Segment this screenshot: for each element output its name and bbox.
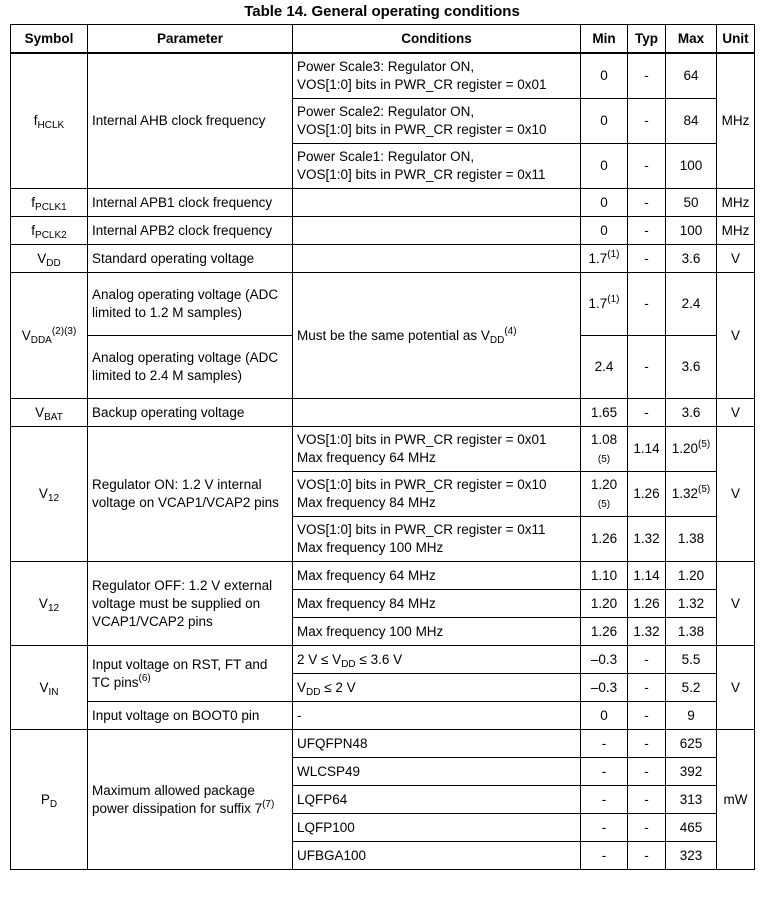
condition-cell: - [293, 702, 581, 730]
max-cell: 323 [666, 842, 717, 870]
unit-cell: V [717, 245, 755, 273]
table-row [11, 562, 755, 590]
parameter-cell: Input voltage on BOOT0 pin [88, 702, 293, 730]
parameter-cell: Internal AHB clock frequency [88, 53, 293, 189]
parameter-cell: Internal APB2 clock frequency [88, 217, 293, 245]
max-cell: 313 [666, 786, 717, 814]
symbol-cell: $f_{PCLK1}$ [11, 189, 88, 217]
max-cell: 3.6 [666, 399, 717, 427]
symbol-cell: $V_{IN}$ [11, 646, 88, 730]
max-cell: 392 [666, 758, 717, 786]
typ-cell: - [628, 144, 666, 189]
typ-cell: 1.14 [628, 427, 666, 472]
max-cell: 465 [666, 814, 717, 842]
min-cell: 0 [581, 189, 628, 217]
min-cell: - [581, 758, 628, 786]
condition-cell [293, 217, 581, 245]
symbol-cell: $P_D$ [11, 730, 88, 870]
typ-cell: - [628, 273, 666, 336]
condition-cell: UFQFPN48 [293, 730, 581, 758]
condition-cell: Must be the same potential as $V_{DD}^{(4)}$ [293, 273, 581, 399]
table-row [11, 217, 755, 245]
typ-cell: - [628, 674, 666, 702]
typ-cell: - [628, 399, 666, 427]
parameter-cell: Analog operating voltage (ADC limited to 2.4 M samples) [88, 336, 293, 399]
condition-cell [293, 245, 581, 273]
condition-cell: WLCSP49 [293, 758, 581, 786]
typ-cell: 1.14 [628, 562, 666, 590]
min-cell: 0 [581, 53, 628, 99]
max-cell: 625 [666, 730, 717, 758]
condition-cell: Max frequency 64 MHz [293, 562, 581, 590]
condition-cell: Power Scale2: Regulator ON, VOS[1:0] bits in PWR_CR register = 0x10 [293, 99, 581, 144]
condition-cell: Max frequency 84 MHz [293, 590, 581, 618]
table-row [11, 702, 755, 730]
parameter-cell: Input voltage on RST, FT and TC pins$^{(6)}$ [88, 646, 293, 702]
typ-cell: - [628, 336, 666, 399]
header-conditions: Conditions [293, 25, 581, 54]
table-row [11, 646, 755, 674]
condition-cell: VOS[1:0] bits in PWR_CR register = 0x10 Max frequency 84 MHz [293, 472, 581, 517]
condition-cell [293, 189, 581, 217]
max-cell: 1.38 [666, 517, 717, 562]
table-row [11, 427, 755, 472]
typ-cell: - [628, 53, 666, 99]
typ-cell: - [628, 189, 666, 217]
table-row [11, 189, 755, 217]
symbol-cell: $V_{DD}$ [11, 245, 88, 273]
condition-cell: LQFP100 [293, 814, 581, 842]
unit-cell: V [717, 562, 755, 646]
min-cell: 1.7$^{(1)}$ [581, 273, 628, 336]
header-typ: Typ [628, 25, 666, 54]
unit-cell: V [717, 399, 755, 427]
max-cell: 5.5 [666, 646, 717, 674]
unit-cell: V [717, 273, 755, 399]
max-cell: 1.20 [666, 562, 717, 590]
symbol-cell: $V_{12}$ [11, 562, 88, 646]
condition-cell: VOS[1:0] bits in PWR_CR register = 0x01 Max frequency 64 MHz [293, 427, 581, 472]
table-row [11, 245, 755, 273]
symbol-cell: $f_{HCLK}$ [11, 53, 88, 189]
parameter-cell: Internal APB1 clock frequency [88, 189, 293, 217]
condition-cell [293, 399, 581, 427]
unit-cell: MHz [717, 189, 755, 217]
max-cell: 100 [666, 144, 717, 189]
typ-cell: - [628, 217, 666, 245]
min-cell: 1.10 [581, 562, 628, 590]
condition-cell: LQFP64 [293, 786, 581, 814]
min-cell: 1.08 (5) [581, 427, 628, 472]
min-cell: - [581, 730, 628, 758]
table-title: Table 14. General operating conditions [244, 3, 520, 20]
max-cell: 5.2 [666, 674, 717, 702]
max-cell: 84 [666, 99, 717, 144]
min-cell: 1.26 [581, 618, 628, 646]
unit-cell: MHz [717, 53, 755, 189]
min-cell: 1.20 [581, 590, 628, 618]
condition-cell: 2 $V \le V_{DD} \le 3.6$ V [293, 646, 581, 674]
max-cell: 64 [666, 53, 717, 99]
table-row [11, 399, 755, 427]
condition-cell: Power Scale3: Regulator ON, VOS[1:0] bits in PWR_CR register = 0x01 [293, 53, 581, 99]
min-cell: 0 [581, 702, 628, 730]
min-cell: 1.7$^{(1)}$ [581, 245, 628, 273]
condition-cell: VOS[1:0] bits in PWR_CR register = 0x11 Max frequency 100 MHz [293, 517, 581, 562]
min-cell: - [581, 842, 628, 870]
min-cell: 1.20 (5) [581, 472, 628, 517]
symbol-cell: $V_{BAT}$ [11, 399, 88, 427]
typ-cell: 1.32 [628, 517, 666, 562]
unit-cell: V [717, 646, 755, 730]
typ-cell: - [628, 758, 666, 786]
typ-cell: - [628, 842, 666, 870]
operating-conditions-table [10, 24, 755, 870]
header-min: Min [581, 25, 628, 54]
symbol-cell: $V_{12}$ [11, 427, 88, 562]
typ-cell: 1.26 [628, 472, 666, 517]
max-cell: 50 [666, 189, 717, 217]
parameter-cell: Regulator ON: 1.2 V internal voltage on VCAP1/VCAP2 pins [88, 427, 293, 562]
symbol-cell: $f_{PCLK2}$ [11, 217, 88, 245]
min-cell: –0.3 [581, 646, 628, 674]
parameter-cell: Analog operating voltage (ADC limited to 1.2 M samples) [88, 273, 293, 336]
min-cell: 1.65 [581, 399, 628, 427]
unit-cell: MHz [717, 217, 755, 245]
unit-cell: mW [717, 730, 755, 870]
max-cell: 9 [666, 702, 717, 730]
typ-cell: - [628, 99, 666, 144]
table-row [11, 53, 755, 99]
typ-cell: - [628, 702, 666, 730]
header-symbol: Symbol [11, 25, 88, 54]
min-cell: - [581, 786, 628, 814]
max-cell: 1.38 [666, 618, 717, 646]
max-cell: 3.6 [666, 245, 717, 273]
max-cell: 1.20$^{(5)}$ [666, 427, 717, 472]
min-cell: 0 [581, 217, 628, 245]
parameter-cell: Backup operating voltage [88, 399, 293, 427]
max-cell: 1.32 [666, 590, 717, 618]
condition-cell: Max frequency 100 MHz [293, 618, 581, 646]
max-cell: 100 [666, 217, 717, 245]
max-cell: 1.32$^{(5)}$ [666, 472, 717, 517]
min-cell: 2.4 [581, 336, 628, 399]
header-row [11, 25, 755, 54]
typ-cell: - [628, 814, 666, 842]
typ-cell: - [628, 646, 666, 674]
parameter-cell: Maximum allowed package power dissipation for suffix 7$^{(7)}$ [88, 730, 293, 870]
unit-cell: V [717, 427, 755, 562]
header-max: Max [666, 25, 717, 54]
symbol-cell: $V_{DDA}^{(2)(3)}$ [11, 273, 88, 399]
typ-cell: 1.26 [628, 590, 666, 618]
min-cell: –0.3 [581, 674, 628, 702]
table-row [11, 273, 755, 336]
typ-cell: - [628, 730, 666, 758]
typ-cell: 1.32 [628, 618, 666, 646]
min-cell: 0 [581, 99, 628, 144]
typ-cell: - [628, 245, 666, 273]
min-cell: 1.26 [581, 517, 628, 562]
table-row [11, 730, 755, 758]
min-cell: 0 [581, 144, 628, 189]
header-parameter: Parameter [88, 25, 293, 54]
header-unit: Unit [717, 25, 755, 54]
condition-cell: UFBGA100 [293, 842, 581, 870]
parameter-cell: Regulator OFF: 1.2 V external voltage must be supplied on VCAP1/VCAP2 pins [88, 562, 293, 646]
condition-cell: $V_{DD} \le 2$ V [293, 674, 581, 702]
typ-cell: - [628, 786, 666, 814]
max-cell: 2.4 [666, 273, 717, 336]
min-cell: - [581, 814, 628, 842]
max-cell: 3.6 [666, 336, 717, 399]
condition-cell: Power Scale1: Regulator ON, VOS[1:0] bits in PWR_CR register = 0x11 [293, 144, 581, 189]
parameter-cell: Standard operating voltage [88, 245, 293, 273]
